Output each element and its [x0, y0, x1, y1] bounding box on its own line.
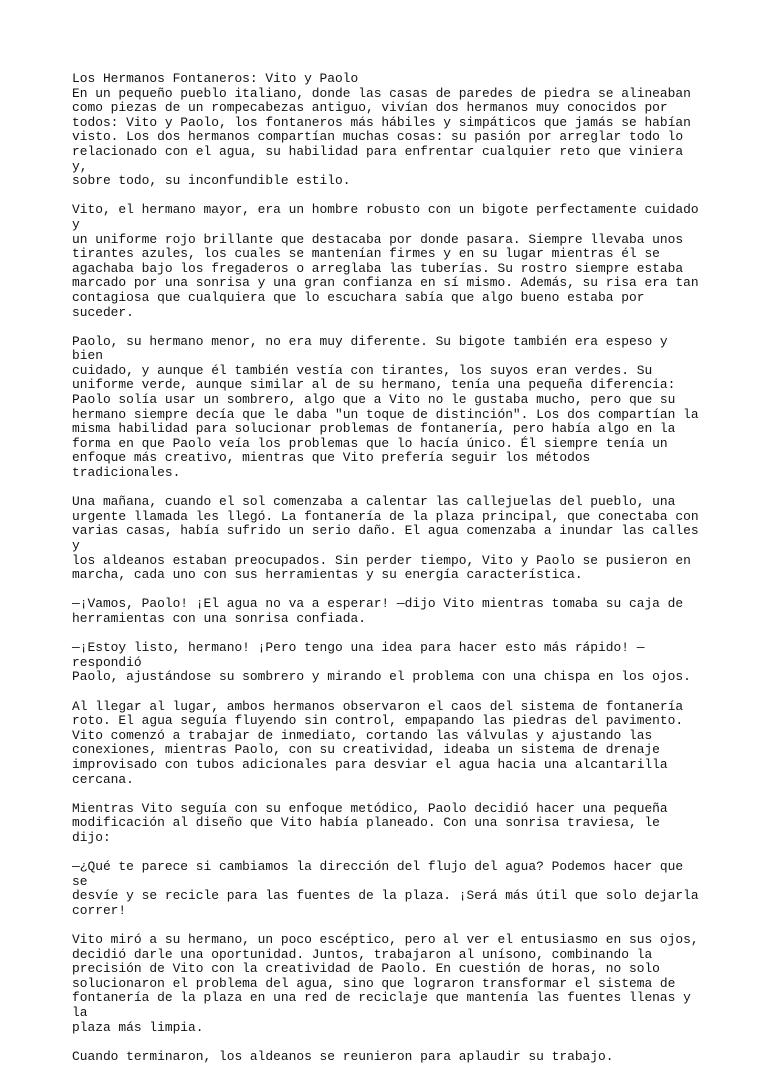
paragraph-5: —¡Vamos, Paolo! ¡El agua no va a esperar! —dijo Vito mientras tomaba su caja de herramientas con una sonrisa confiada. — [72, 596, 684, 626]
document-title: Los Hermanos Fontaneros: Vito y Paolo — [72, 71, 359, 86]
document-page — [72, 72, 702, 1079]
paragraph-2: Vito, el hermano mayor, era un hombre robusto con un bigote perfectamente cuidado y un uniforme rojo brillante que destacaba por donde pasara. Siempre llevaba unos tirantes azules, los cuales se mantenían firmes y en su lugar mientras él se agachaba bajo los fregaderos o arreglaba las tuberías. Su rostro siempre estaba marcado por una sonrisa y una gran confianza en sí mismo. Además, su risa era tan contagiosa que cualquiera que lo escuchara sabía que algo bueno estaba por suceder. — [72, 202, 699, 320]
paragraph-11: Cuando terminaron, los aldeanos se reunieron para aplaudir su trabajo. — [72, 1048, 614, 1064]
paragraph-3: Paolo, su hermano menor, no era muy diferente. Su bigote también era espeso y bien cuidado, y aunque él también vestía con tirantes, los suyos eran verdes. Su uniforme verde, aunque similar al de su hermano, tenía una pequeña diferencia: Paolo solía usar un sombrero, algo que a Vito no le gustaba mucho, pero que su hermano siempre decía que le daba "un toque de distinción". Los dos compartían la misma habilidad para solucionar problemas de fontanería, pero había algo en la forma en que Paolo veía los problemas que lo hacía único. Él siempre tenía un enfoque más creativo, mientras que Vito prefería seguir los métodos tradicionales. — [72, 333, 699, 481]
paragraph-1: En un pequeño pueblo italiano, donde las casas de paredes de piedra se alineaban como piezas de un rompecabezas antiguo, vivían dos hermanos muy conocidos por todos: Vito y Paolo, los fontaneros más hábiles y simpáticos que jamás se habían visto. Los dos hermanos compartían muchas cosas: su pasión por arreglar todo lo relacionado con el agua, su habilidad para enfrentar cualquier reto que viniera y, sobre todo, su inconfundible estilo. — [72, 85, 691, 189]
paragraph-10: Vito miró a su hermano, un poco escéptico, pero al ver el entusiasmo en sus ojos, decidió darle una oportunidad. Juntos, trabajaron al unísono, combinando la precisión de Vito con la creatividad de Paolo. En cuestión de horas, no solo solucionaron el problema del agua, sino que lograron transformar el sistema de fontanería de la plaza en una red de reciclaje que mantenía las fuentes llenas y la plaza más limpia. — [72, 932, 699, 1035]
paragraph-6: —¡Estoy listo, hermano! ¡Pero tengo una idea para hacer esto más rápido! —respondió Paolo, ajustándose su sombrero y mirando el problema con una chispa en los ojos. — [72, 640, 691, 685]
paragraph-9: —¿Qué te parece si cambiamos la dirección del flujo del agua? Podemos hacer que se desvíe y se recicle para las fuentes de la plaza. ¡Será más útil que solo dejarla correr! — [72, 859, 699, 918]
paragraph-7: Al llegar al lugar, ambos hermanos observaron el caos del sistema de fontanería roto. El agua seguía fluyendo sin control, empapando las piedras del pavimento. Vito comenzó a trabajar de inmediato, cortando las válvulas y ajustando las conexiones, mientras Paolo, con su creatividad, ideaba un sistema de drenaje improvisado con tubos adicionales para desviar el agua hacia una alcantarilla cercana. — [72, 698, 684, 787]
paragraph-8: Mientras Vito seguía con su enfoque metódico, Paolo decidió hacer una pequeña modificación al diseño que Vito había planeado. Con una sonrisa traviesa, le dijo: — [72, 800, 668, 845]
paragraph-4: Una mañana, cuando el sol comenzaba a calentar las callejuelas del pueblo, una urgente llamada les llegó. La fontanería de la plaza principal, que conectaba con varias casas, había sufrido un serio daño. El agua comenzaba a inundar las calles y los aldeanos estaban preocupados. Sin perder tiempo, Vito y Paolo se pusieron en marcha, cada uno con sus herramientas y su energía característica. — [72, 494, 699, 583]
